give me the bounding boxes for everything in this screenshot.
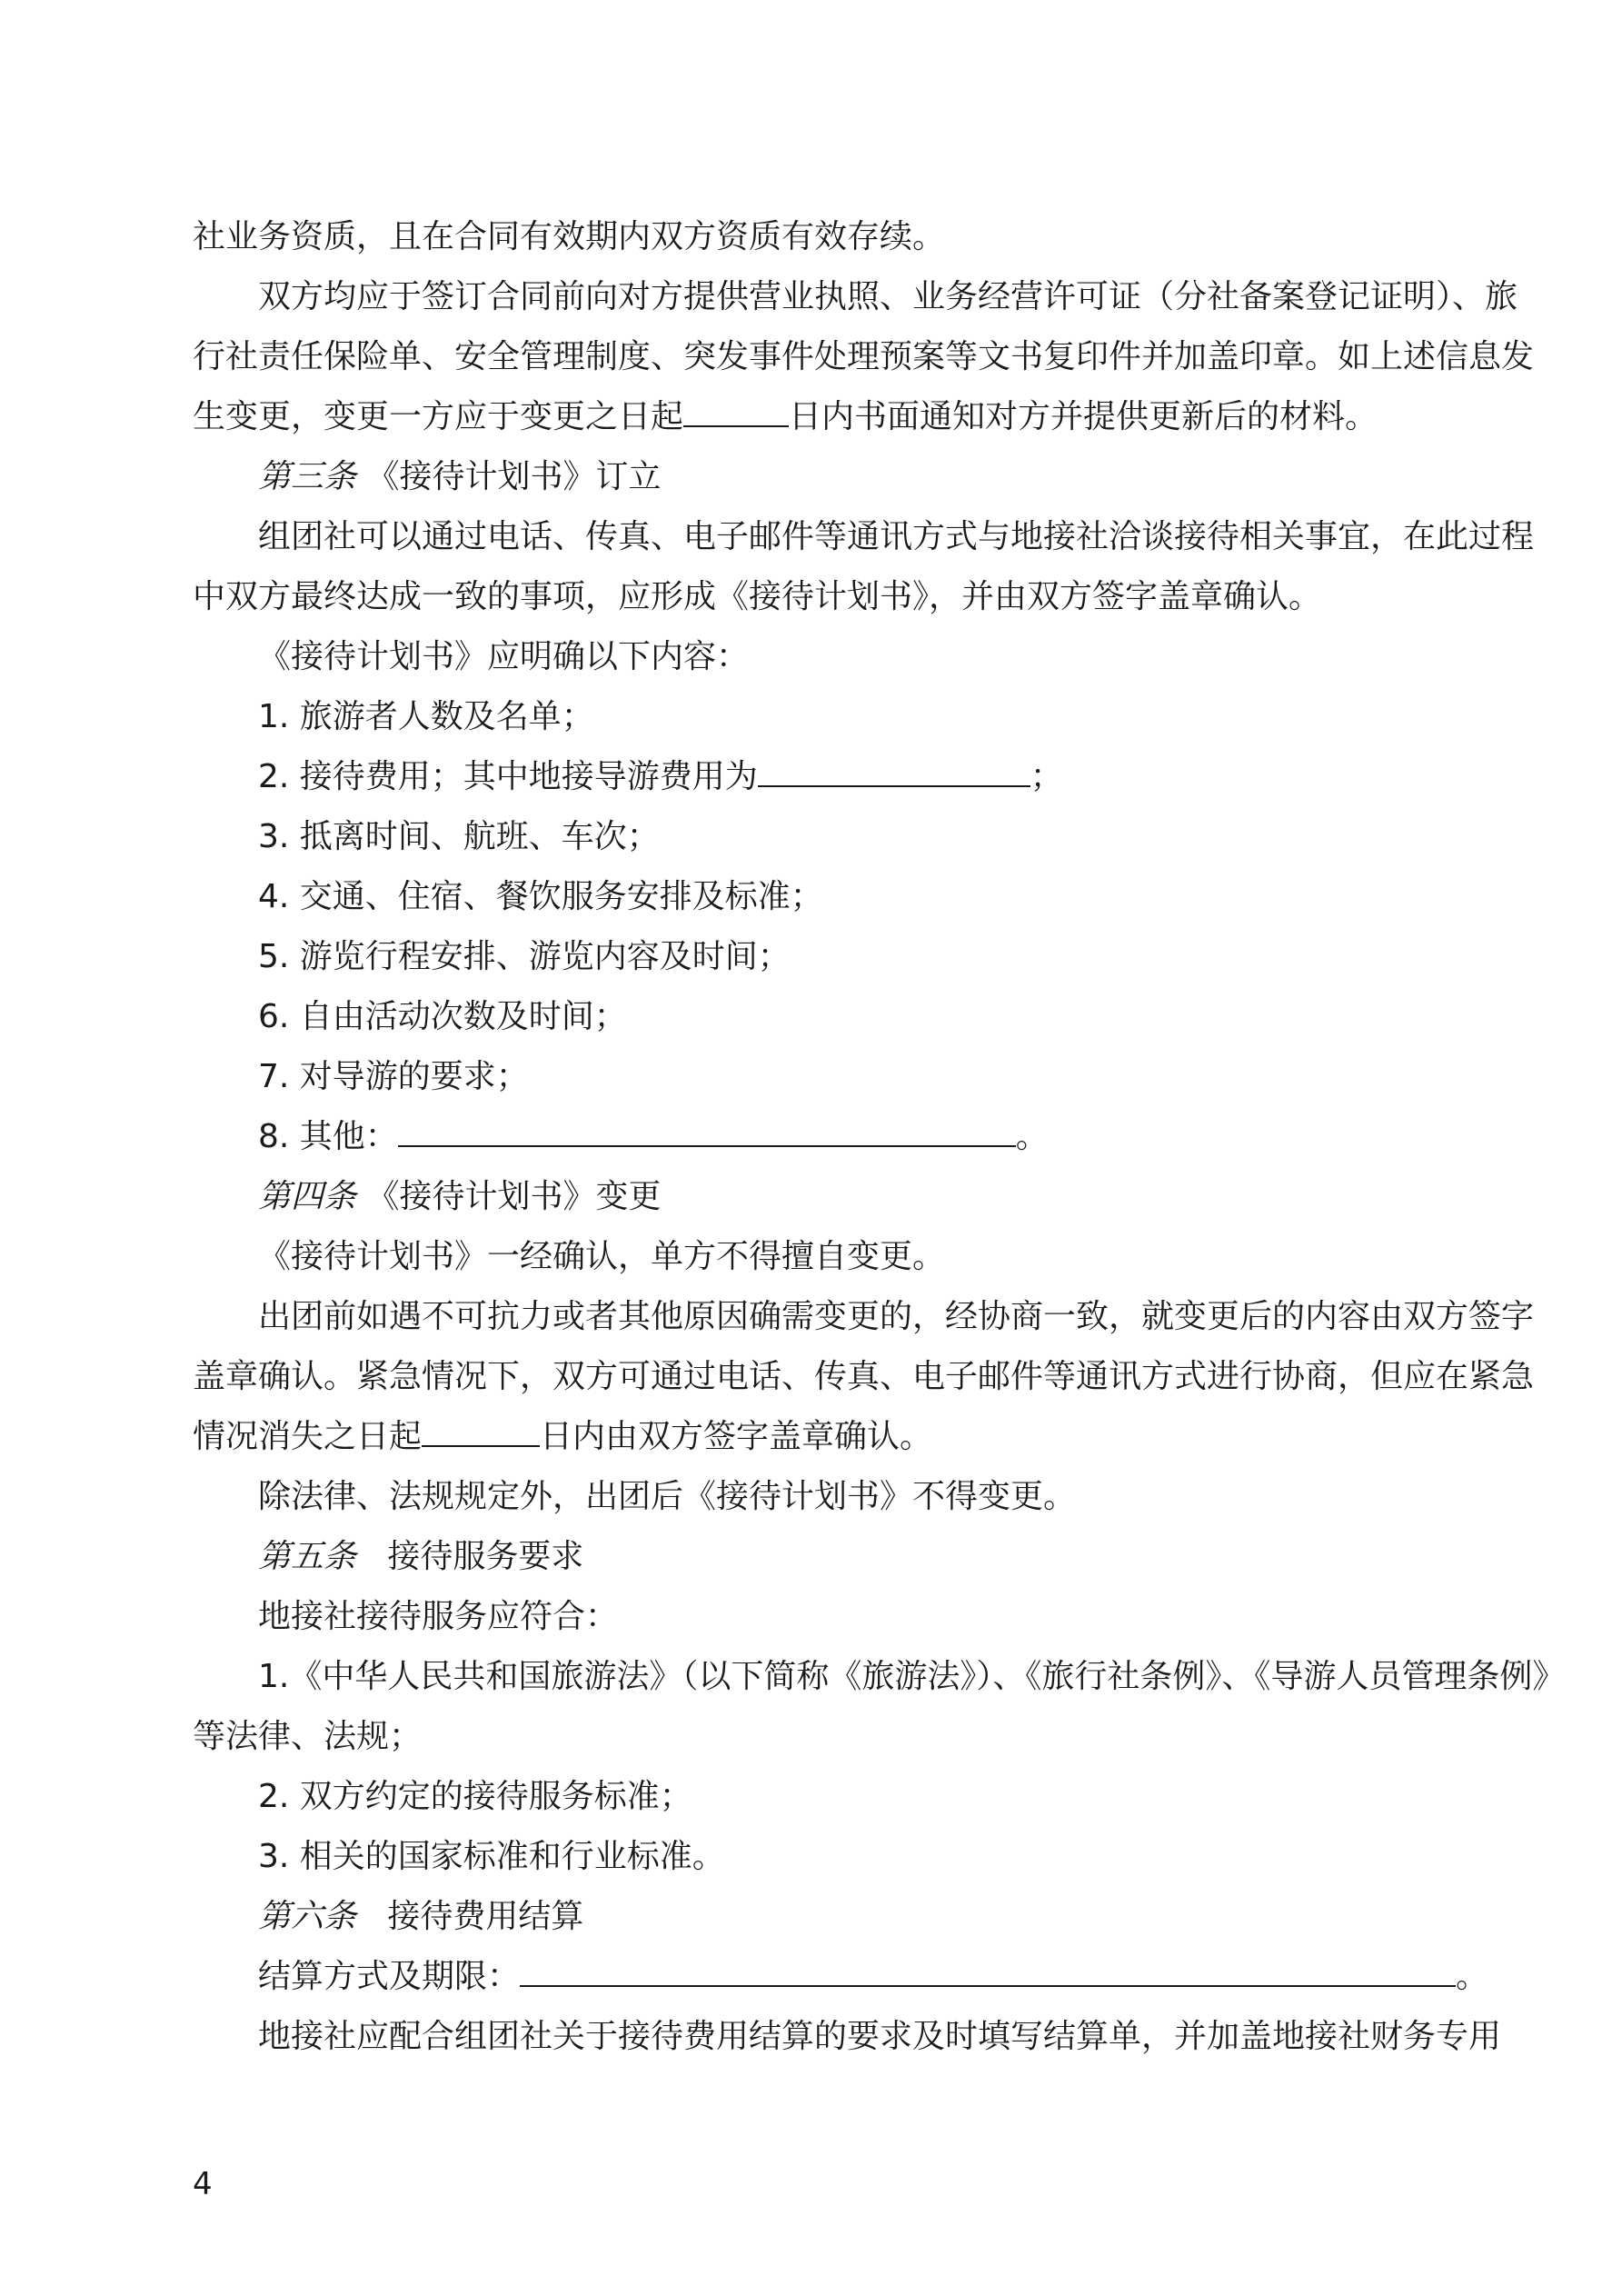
list-item: 等法律、法规； <box>193 1718 423 1755</box>
list-item: 6. 自由活动次数及时间； <box>258 998 627 1035</box>
page-number: 4 <box>193 2166 213 2202</box>
paragraph-line: 地接社接待服务应符合： <box>258 1598 619 1635</box>
article-4-heading: 第四条 《接待计划书》变更 <box>258 1178 662 1215</box>
paragraph-line: 地接社应配合组团社关于接待费用结算的要求及时填写结算单，并加盖地接社财务专用 <box>258 2018 1502 2055</box>
list-item: 1.《中华人民共和国旅游法》（以下简称《旅游法》）、《旅行社条例》、《导游人员管理条例》 <box>258 1658 1566 1695</box>
article-3-heading: 第三条 《接待计划书》订立 <box>258 458 662 495</box>
paragraph-line: 组团社可以通过电话、传真、电子邮件等通讯方式与地接社洽谈接待相关事宜，在此过程 <box>258 518 1535 555</box>
blank-other <box>398 1118 1016 1147</box>
list-item: 7. 对导游的要求； <box>258 1058 529 1095</box>
article-5-heading: 第五条 接待服务要求 <box>258 1538 584 1575</box>
paragraph-line: 盖章确认。紧急情况下，双方可通过电话、传真、电子邮件等通讯方式进行协商，但应在紧急 <box>193 1358 1535 1395</box>
blank-settlement <box>520 1958 1456 1987</box>
list-item: 8. 其他： 。 <box>258 1118 1049 1155</box>
list-item: 1. 旅游者人数及名单； <box>258 698 594 735</box>
paragraph-line: 社业务资质，且在合同有效期内双方资质有效存续。 <box>193 218 946 255</box>
paragraph-line: 生变更，变更一方应于变更之日起 日内书面通知对方并提供更新后的材料。 <box>193 398 1378 435</box>
list-item: 4. 交通、住宿、餐饮服务安排及标准； <box>258 878 823 915</box>
paragraph-line: 《接待计划书》一经确认，单方不得擅自变更。 <box>258 1238 946 1275</box>
list-item: 2. 接待费用；其中地接导游费用为 ； <box>258 758 1063 795</box>
paragraph-line: 情况消失之日起 日内由双方签字盖章确认。 <box>193 1418 933 1455</box>
paragraph-line: 《接待计划书》应明确以下内容： <box>258 638 750 675</box>
list-item: 2. 双方约定的接待服务标准； <box>258 1778 692 1815</box>
document-body <box>193 207 1566 2067</box>
paragraph-line: 双方均应于签订合同前向对方提供营业执照、业务经营许可证（分社备案登记证明）、旅 <box>258 278 1518 315</box>
paragraph-line: 出团前如遇不可抗力或者其他原因确需变更的，经协商一致，就变更后的内容由双方签字 <box>258 1298 1535 1335</box>
article-6-heading: 第六条 接待费用结算 <box>258 1898 584 1935</box>
blank-days-confirm <box>422 1418 540 1447</box>
paragraph-line: 中双方最终达成一致的事项，应形成《接待计划书》，并由双方签字盖章确认。 <box>193 578 1322 615</box>
list-item: 3. 相关的国家标准和行业标准。 <box>258 1838 725 1875</box>
list-item: 5. 游览行程安排、游览内容及时间； <box>258 938 791 975</box>
paragraph-line: 行社责任保险单、安全管理制度、突发事件处理预案等文书复印件并加盖印章。如上述信息发 <box>193 338 1535 375</box>
paragraph-line: 结算方式及期限： 。 <box>258 1958 1489 1995</box>
list-item: 3. 抵离时间、航班、车次； <box>258 818 660 855</box>
paragraph-line: 除法律、法规规定外，出团后《接待计划书》不得变更。 <box>258 1478 1077 1515</box>
blank-days-notice <box>683 398 789 427</box>
blank-guide-fee <box>758 758 1030 787</box>
